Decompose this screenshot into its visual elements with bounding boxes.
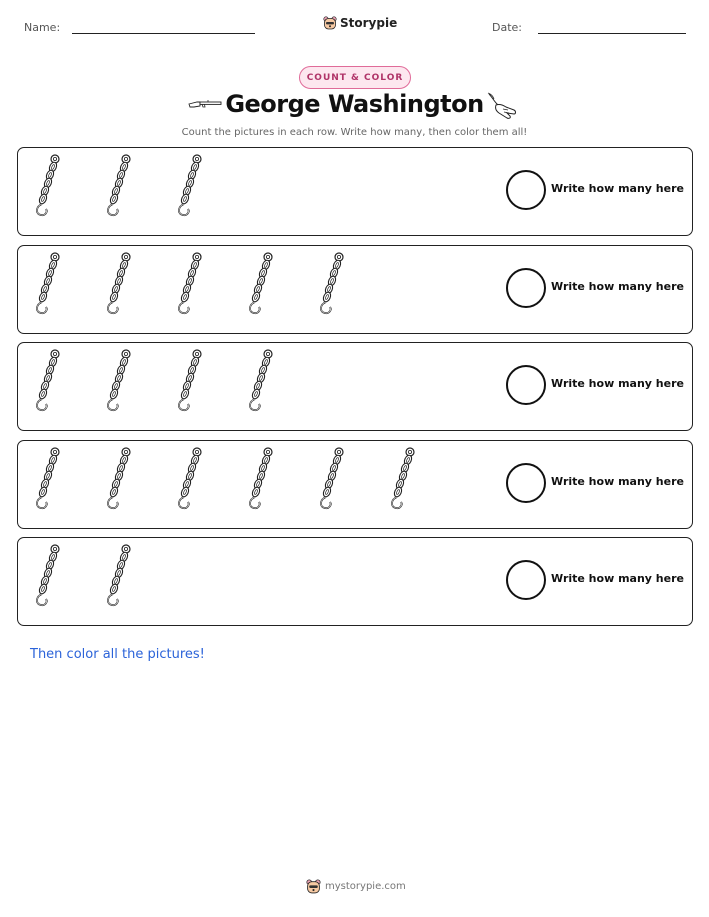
chain-hook-icon: [387, 447, 421, 511]
footer-site: mystorypie.com: [325, 881, 406, 892]
bear-face-icon: [323, 16, 337, 30]
chain-hook-icon: [245, 447, 279, 511]
brand-name: Storypie: [340, 16, 398, 30]
chain-hook-icon: [103, 349, 137, 413]
chain-hook-icon: [316, 252, 350, 316]
chain-hook-icon: [32, 447, 66, 511]
answer-circle[interactable]: [506, 560, 546, 600]
chain-hook-icon: [32, 154, 66, 218]
count-row: [17, 342, 693, 431]
date-label: Date:: [492, 21, 522, 34]
chain-hook-icon: [174, 447, 208, 511]
answer-label: Write how many here: [551, 572, 684, 585]
chain-hook-icon: [174, 349, 208, 413]
count-row: [17, 537, 693, 626]
answer-label: Write how many here: [551, 475, 684, 488]
chain-hook-icon: [32, 349, 66, 413]
chain-hook-icon: [103, 447, 137, 511]
quill-hand-icon: [486, 92, 518, 120]
chain-hook-icon: [245, 252, 279, 316]
date-line: [538, 33, 686, 34]
chain-hook-icon: [316, 447, 350, 511]
header: [0, 16, 709, 40]
brand: [323, 16, 397, 30]
answer-label: Write how many here: [551, 280, 684, 293]
name-label: Name:: [24, 21, 61, 34]
chain-hook-icon: [245, 349, 279, 413]
chain-hook-icon: [174, 154, 208, 218]
chain-hook-icon: [103, 252, 137, 316]
instructions: Count the pictures in each row. Write how many, then color them all!: [181, 127, 528, 138]
answer-circle[interactable]: [506, 170, 546, 210]
chain-hook-icon: [32, 544, 66, 608]
answer-circle[interactable]: [506, 463, 546, 503]
answer-circle[interactable]: [506, 365, 546, 405]
name-line: [72, 33, 255, 34]
count-row: [17, 147, 693, 236]
chain-hook-icon: [32, 252, 66, 316]
bear-face-icon: [306, 879, 321, 894]
title-row: [0, 90, 709, 124]
count-color-badge: COUNT & COLOR: [299, 66, 411, 89]
chain-hook-icon: [103, 154, 137, 218]
color-instruction: Then color all the pictures!: [30, 647, 205, 662]
chain-hook-icon: [103, 544, 137, 608]
footer: [306, 879, 406, 894]
page-title: George Washington: [225, 90, 484, 118]
chain-hook-icon: [174, 252, 208, 316]
count-row: [17, 440, 693, 529]
answer-label: Write how many here: [551, 377, 684, 390]
answer-circle[interactable]: [506, 268, 546, 308]
count-row: [17, 245, 693, 334]
answer-label: Write how many here: [551, 182, 684, 195]
